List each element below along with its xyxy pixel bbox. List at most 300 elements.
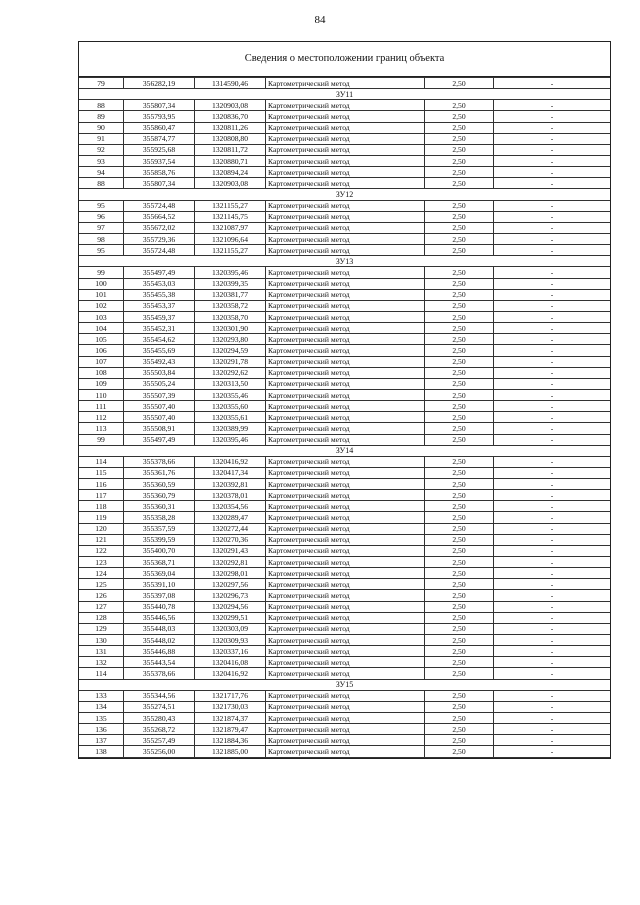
coord-y: 1320416,08 [195, 657, 266, 668]
table-row [79, 267, 610, 278]
table-row [79, 479, 610, 490]
coord-y: 1321155,27 [195, 200, 266, 211]
precision-cell: 2,50 [425, 724, 494, 735]
coord-x: 355360,79 [124, 490, 195, 501]
dash-cell: - [494, 590, 611, 601]
coord-x: 355360,59 [124, 479, 195, 490]
point-number: 105 [79, 334, 124, 345]
table-row [79, 412, 610, 423]
coord-x: 355507,40 [124, 412, 195, 423]
coord-x: 355505,24 [124, 378, 195, 389]
point-number: 99 [79, 267, 124, 278]
precision-cell: 2,50 [425, 401, 494, 412]
point-number: 130 [79, 635, 124, 646]
method-cell: Картометрический метод [266, 267, 425, 278]
group-row [79, 189, 610, 200]
coord-x: 355724,48 [124, 200, 195, 211]
method-cell: Картометрический метод [266, 356, 425, 367]
method-cell: Картометрический метод [266, 289, 425, 300]
method-cell: Картометрический метод [266, 690, 425, 701]
coord-x: 355360,31 [124, 501, 195, 512]
coord-y: 1320309,93 [195, 635, 266, 646]
table-row [79, 401, 610, 412]
coord-y: 1320808,80 [195, 133, 266, 144]
method-cell: Картометрический метод [266, 412, 425, 423]
dash-cell: - [494, 434, 611, 445]
precision-cell: 2,50 [425, 534, 494, 545]
point-number: 114 [79, 456, 124, 467]
group-label: ЗУ11 [79, 89, 610, 100]
method-cell: Картометрический метод [266, 657, 425, 668]
method-cell: Картометрический метод [266, 211, 425, 222]
precision-cell: 2,50 [425, 334, 494, 345]
coord-y: 1320294,56 [195, 601, 266, 612]
dash-cell: - [494, 233, 611, 244]
method-cell: Картометрический метод [266, 122, 425, 133]
table-row [79, 724, 610, 735]
coord-x: 355724,48 [124, 245, 195, 256]
table-row [79, 523, 610, 534]
coord-x: 355368,71 [124, 557, 195, 568]
coord-y: 1320358,72 [195, 300, 266, 311]
coord-y: 1320811,26 [195, 122, 266, 133]
point-number: 112 [79, 412, 124, 423]
method-cell: Картометрический метод [266, 423, 425, 434]
dash-cell: - [494, 311, 611, 322]
table-row [79, 646, 610, 657]
coord-y: 1320299,51 [195, 612, 266, 623]
coord-y: 1320836,70 [195, 111, 266, 122]
table-row [79, 389, 610, 400]
coord-x: 355807,34 [124, 178, 195, 189]
precision-cell: 2,50 [425, 690, 494, 701]
coord-y: 1320298,01 [195, 568, 266, 579]
coord-x: 355807,34 [124, 100, 195, 111]
coord-y: 1321096,64 [195, 233, 266, 244]
dash-cell: - [494, 155, 611, 166]
coord-y: 1321155,27 [195, 245, 266, 256]
method-cell: Картометрический метод [266, 545, 425, 556]
precision-cell: 2,50 [425, 345, 494, 356]
method-cell: Картометрический метод [266, 568, 425, 579]
coord-x: 356282,19 [124, 78, 195, 89]
point-number: 126 [79, 590, 124, 601]
precision-cell: 2,50 [425, 323, 494, 334]
dash-cell: - [494, 389, 611, 400]
method-cell: Картометрический метод [266, 245, 425, 256]
method-cell: Картометрический метод [266, 133, 425, 144]
table-row [79, 100, 610, 111]
table-row [79, 323, 610, 334]
method-cell: Картометрический метод [266, 601, 425, 612]
point-number: 131 [79, 646, 124, 657]
dash-cell: - [494, 646, 611, 657]
coord-y: 1314590,46 [195, 78, 266, 89]
coord-y: 1320381,77 [195, 289, 266, 300]
dash-cell: - [494, 245, 611, 256]
table-row [79, 512, 610, 523]
point-number: 102 [79, 300, 124, 311]
dash-cell: - [494, 668, 611, 679]
method-cell: Картометрический метод [266, 523, 425, 534]
method-cell: Картометрический метод [266, 111, 425, 122]
coord-x: 355858,76 [124, 167, 195, 178]
precision-cell: 2,50 [425, 568, 494, 579]
point-number: 110 [79, 389, 124, 400]
point-number: 132 [79, 657, 124, 668]
point-number: 120 [79, 523, 124, 534]
coord-y: 1320296,73 [195, 590, 266, 601]
dash-cell: - [494, 713, 611, 724]
table-row [79, 311, 610, 322]
coord-y: 1320272,44 [195, 523, 266, 534]
point-number: 123 [79, 557, 124, 568]
table-row [79, 345, 610, 356]
table-title: Сведения о местоположении границ объекта [79, 42, 610, 77]
precision-cell: 2,50 [425, 590, 494, 601]
method-cell: Картометрический метод [266, 311, 425, 322]
table-row [79, 635, 610, 646]
precision-cell: 2,50 [425, 111, 494, 122]
method-cell: Картометрический метод [266, 534, 425, 545]
table-row [79, 245, 610, 256]
dash-cell: - [494, 200, 611, 211]
method-cell: Картометрический метод [266, 512, 425, 523]
coord-y: 1320270,36 [195, 534, 266, 545]
coord-y: 1321087,97 [195, 222, 266, 233]
method-cell: Картометрический метод [266, 200, 425, 211]
point-number: 99 [79, 434, 124, 445]
coord-x: 355507,40 [124, 401, 195, 412]
table-row [79, 467, 610, 478]
table-row [79, 713, 610, 724]
coord-x: 355378,66 [124, 668, 195, 679]
dash-cell: - [494, 657, 611, 668]
coord-y: 1320292,81 [195, 557, 266, 568]
table-row [79, 568, 610, 579]
coord-x: 355268,72 [124, 724, 195, 735]
coord-y: 1320416,92 [195, 668, 266, 679]
dash-cell: - [494, 178, 611, 189]
method-cell: Картометрический метод [266, 724, 425, 735]
dash-cell: - [494, 334, 611, 345]
coord-x: 355455,69 [124, 345, 195, 356]
method-cell: Картометрический метод [266, 612, 425, 623]
group-label: ЗУ12 [79, 189, 610, 200]
coord-y: 1320294,59 [195, 345, 266, 356]
coord-y: 1320378,01 [195, 490, 266, 501]
point-number: 138 [79, 746, 124, 757]
dash-cell: - [494, 133, 611, 144]
coord-y: 1321879,47 [195, 724, 266, 735]
point-number: 92 [79, 144, 124, 155]
precision-cell: 2,50 [425, 167, 494, 178]
precision-cell: 2,50 [425, 557, 494, 568]
coord-y: 1320894,24 [195, 167, 266, 178]
table-row [79, 490, 610, 501]
coord-x: 355497,49 [124, 434, 195, 445]
coord-x: 355440,78 [124, 601, 195, 612]
method-cell: Картометрический метод [266, 345, 425, 356]
point-number: 106 [79, 345, 124, 356]
precision-cell: 2,50 [425, 222, 494, 233]
coord-y: 1320313,50 [195, 378, 266, 389]
coord-x: 355448,02 [124, 635, 195, 646]
precision-cell: 2,50 [425, 713, 494, 724]
table-row [79, 289, 610, 300]
table-row [79, 111, 610, 122]
table-row [79, 133, 610, 144]
coord-y: 1321717,76 [195, 690, 266, 701]
method-cell: Картометрический метод [266, 323, 425, 334]
coord-x: 355378,66 [124, 456, 195, 467]
point-number: 137 [79, 735, 124, 746]
method-cell: Картометрический метод [266, 701, 425, 712]
point-number: 134 [79, 701, 124, 712]
group-row [79, 679, 610, 690]
coord-x: 355280,43 [124, 713, 195, 724]
coord-x: 355925,68 [124, 144, 195, 155]
group-row [79, 256, 610, 267]
table-row [79, 735, 610, 746]
point-number: 97 [79, 222, 124, 233]
coord-y: 1320301,90 [195, 323, 266, 334]
dash-cell: - [494, 623, 611, 634]
dash-cell: - [494, 479, 611, 490]
dash-cell: - [494, 122, 611, 133]
point-number: 100 [79, 278, 124, 289]
point-number: 109 [79, 378, 124, 389]
coord-y: 1320392,81 [195, 479, 266, 490]
method-cell: Картометрический метод [266, 501, 425, 512]
coord-x: 355256,00 [124, 746, 195, 757]
dash-cell: - [494, 78, 611, 89]
coord-x: 355874,77 [124, 133, 195, 144]
point-number: 124 [79, 568, 124, 579]
point-number: 116 [79, 479, 124, 490]
dash-cell: - [494, 323, 611, 334]
coord-y: 1320811,72 [195, 144, 266, 155]
table-row [79, 356, 610, 367]
table-row [79, 590, 610, 601]
precision-cell: 2,50 [425, 601, 494, 612]
coord-x: 355453,37 [124, 300, 195, 311]
coord-x: 355399,59 [124, 534, 195, 545]
precision-cell: 2,50 [425, 746, 494, 757]
point-number: 128 [79, 612, 124, 623]
precision-cell: 2,50 [425, 456, 494, 467]
method-cell: Картометрический метод [266, 490, 425, 501]
dash-cell: - [494, 601, 611, 612]
precision-cell: 2,50 [425, 155, 494, 166]
method-cell: Картометрический метод [266, 401, 425, 412]
coord-y: 1320355,61 [195, 412, 266, 423]
coord-y: 1320355,46 [195, 389, 266, 400]
coord-x: 355672,02 [124, 222, 195, 233]
coord-x: 355455,38 [124, 289, 195, 300]
precision-cell: 2,50 [425, 646, 494, 657]
coord-x: 355274,51 [124, 701, 195, 712]
point-number: 133 [79, 690, 124, 701]
table-row [79, 434, 610, 445]
coord-x: 355443,54 [124, 657, 195, 668]
group-row [79, 445, 610, 456]
dash-cell: - [494, 557, 611, 568]
coord-y: 1320880,71 [195, 155, 266, 166]
coord-x: 355257,49 [124, 735, 195, 746]
point-number: 113 [79, 423, 124, 434]
coord-x: 355400,70 [124, 545, 195, 556]
precision-cell: 2,50 [425, 579, 494, 590]
point-number: 117 [79, 490, 124, 501]
coord-y: 1320354,56 [195, 501, 266, 512]
dash-cell: - [494, 300, 611, 311]
table-row [79, 579, 610, 590]
precision-cell: 2,50 [425, 178, 494, 189]
method-cell: Картометрический метод [266, 646, 425, 657]
dash-cell: - [494, 100, 611, 111]
coord-x: 355446,56 [124, 612, 195, 623]
point-number: 118 [79, 501, 124, 512]
dash-cell: - [494, 211, 611, 222]
dash-cell: - [494, 144, 611, 155]
method-cell: Картометрический метод [266, 100, 425, 111]
coord-x: 355664,52 [124, 211, 195, 222]
precision-cell: 2,50 [425, 545, 494, 556]
precision-cell: 2,50 [425, 501, 494, 512]
point-number: 79 [79, 78, 124, 89]
precision-cell: 2,50 [425, 267, 494, 278]
dash-cell: - [494, 412, 611, 423]
table-row [79, 300, 610, 311]
dash-cell: - [494, 167, 611, 178]
method-cell: Картометрический метод [266, 668, 425, 679]
dash-cell: - [494, 545, 611, 556]
method-cell: Картометрический метод [266, 590, 425, 601]
coord-y: 1321730,03 [195, 701, 266, 712]
coord-y: 1320903,08 [195, 100, 266, 111]
coord-y: 1320399,35 [195, 278, 266, 289]
coord-x: 355729,36 [124, 233, 195, 244]
method-cell: Картометрический метод [266, 155, 425, 166]
dash-cell: - [494, 111, 611, 122]
precision-cell: 2,50 [425, 211, 494, 222]
method-cell: Картометрический метод [266, 233, 425, 244]
precision-cell: 2,50 [425, 122, 494, 133]
coord-y: 1321874,37 [195, 713, 266, 724]
coord-x: 355507,39 [124, 389, 195, 400]
dash-cell: - [494, 724, 611, 735]
dash-cell: - [494, 467, 611, 478]
coord-y: 1320292,62 [195, 367, 266, 378]
method-cell: Картометрический метод [266, 467, 425, 478]
table-row [79, 668, 610, 679]
dash-cell: - [494, 701, 611, 712]
method-cell: Картометрический метод [266, 378, 425, 389]
coord-x: 355448,03 [124, 623, 195, 634]
coord-x: 355452,31 [124, 323, 195, 334]
dash-cell: - [494, 534, 611, 545]
table-row [79, 557, 610, 568]
method-cell: Картометрический метод [266, 713, 425, 724]
coord-y: 1320358,70 [195, 311, 266, 322]
table-row [79, 144, 610, 155]
table-row [79, 746, 610, 757]
coord-x: 355369,04 [124, 568, 195, 579]
coord-y: 1321884,36 [195, 735, 266, 746]
precision-cell: 2,50 [425, 200, 494, 211]
coord-y: 1320297,56 [195, 579, 266, 590]
precision-cell: 2,50 [425, 245, 494, 256]
coord-x: 355358,28 [124, 512, 195, 523]
coord-y: 1320337,16 [195, 646, 266, 657]
dash-cell: - [494, 356, 611, 367]
table-row [79, 278, 610, 289]
page-number: 84 [314, 14, 326, 26]
coord-y: 1320355,60 [195, 401, 266, 412]
precision-cell: 2,50 [425, 78, 494, 89]
coordinates-table [79, 77, 610, 758]
coord-x: 355497,49 [124, 267, 195, 278]
dash-cell: - [494, 512, 611, 523]
table-row [79, 545, 610, 556]
coord-x: 355453,03 [124, 278, 195, 289]
point-number: 115 [79, 467, 124, 478]
precision-cell: 2,50 [425, 467, 494, 478]
point-number: 90 [79, 122, 124, 133]
coord-y: 1320395,46 [195, 267, 266, 278]
point-number: 88 [79, 178, 124, 189]
dash-cell: - [494, 345, 611, 356]
point-number: 125 [79, 579, 124, 590]
point-number: 111 [79, 401, 124, 412]
precision-cell: 2,50 [425, 657, 494, 668]
point-number: 95 [79, 245, 124, 256]
precision-cell: 2,50 [425, 356, 494, 367]
precision-cell: 2,50 [425, 300, 494, 311]
coord-y: 1320417,34 [195, 467, 266, 478]
point-number: 91 [79, 133, 124, 144]
coord-x: 355446,88 [124, 646, 195, 657]
precision-cell: 2,50 [425, 635, 494, 646]
dash-cell: - [494, 501, 611, 512]
table-row [79, 211, 610, 222]
method-cell: Картометрический метод [266, 623, 425, 634]
coord-x: 355860,47 [124, 122, 195, 133]
point-number: 108 [79, 367, 124, 378]
coord-y: 1320303,09 [195, 623, 266, 634]
dash-cell: - [494, 367, 611, 378]
precision-cell: 2,50 [425, 389, 494, 400]
dash-cell: - [494, 635, 611, 646]
coord-y: 1320903,08 [195, 178, 266, 189]
dash-cell: - [494, 278, 611, 289]
point-number: 122 [79, 545, 124, 556]
precision-cell: 2,50 [425, 423, 494, 434]
coord-x: 355454,62 [124, 334, 195, 345]
point-number: 135 [79, 713, 124, 724]
coord-y: 1320291,43 [195, 545, 266, 556]
method-cell: Картометрический метод [266, 557, 425, 568]
point-number: 104 [79, 323, 124, 334]
table-row [79, 501, 610, 512]
coord-y: 1321145,75 [195, 211, 266, 222]
table-row [79, 623, 610, 634]
table-row [79, 167, 610, 178]
table-row [79, 423, 610, 434]
coord-x: 355492,43 [124, 356, 195, 367]
method-cell: Картометрический метод [266, 579, 425, 590]
